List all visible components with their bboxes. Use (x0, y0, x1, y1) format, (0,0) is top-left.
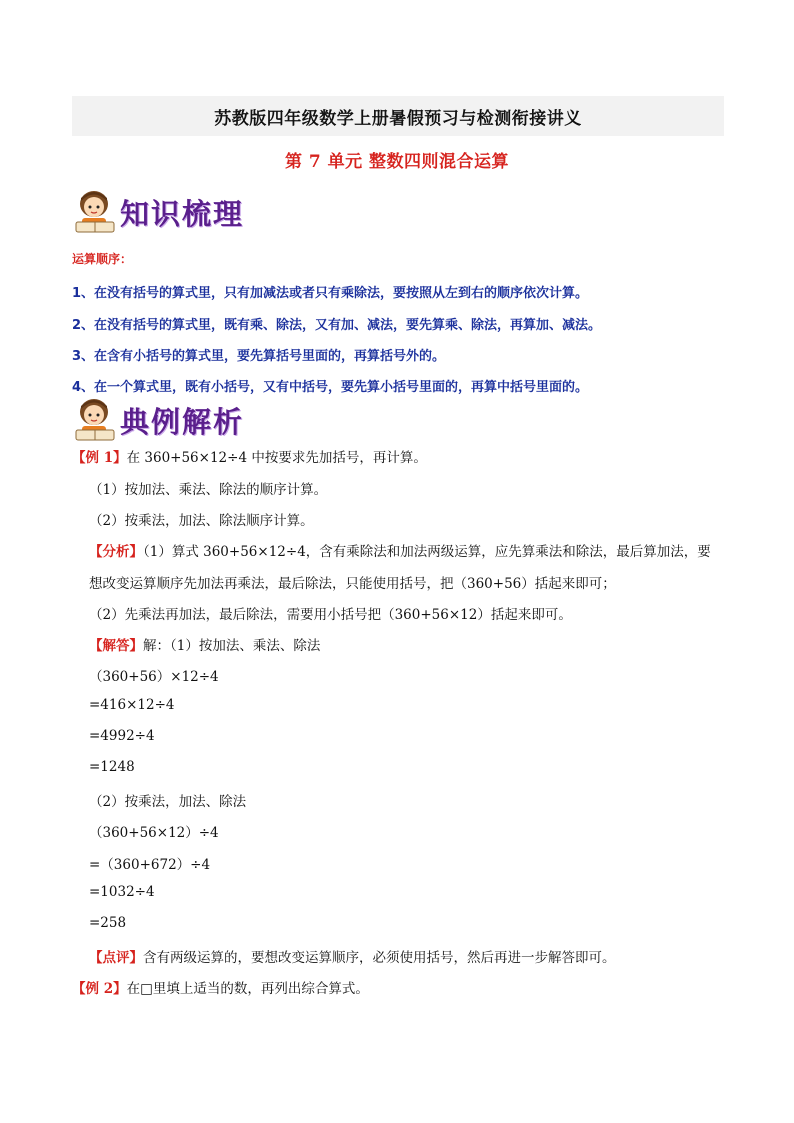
rule-item-2: 2、在没有括号的算式里，既有乘、除法，又有加、减法，要先算乘、除法，再算加、减法。 (72, 318, 602, 333)
analysis-line-1 (89, 540, 711, 560)
doc-title-band (72, 96, 724, 136)
analysis-tag: 【分析】 (89, 544, 143, 560)
section-examples-header (72, 396, 322, 446)
doc-title: 苏教版四年级数学上册暑假预习与检测衔接讲义 (214, 108, 582, 129)
example-1-part-1: （1）按加法、乘法、除法的顺序计算。 (89, 482, 328, 498)
step-1-1: （360+56）×12÷4 (89, 669, 219, 685)
comment-line (89, 946, 616, 966)
answer-intro: 解：（1）按加法、乘法、除法 (143, 638, 321, 654)
section-title-examples: 典例解析 (120, 405, 245, 439)
step-2-3: =1032÷4 (89, 884, 155, 900)
example-1-part-2: （2）按乘法，加法、除法顺序计算。 (89, 513, 314, 529)
rule-item-4: 4、在一个算式里，既有小括号，又有中括号，要先算小括号里面的，再算中括号里面的。 (72, 380, 589, 395)
section-knowledge-header (72, 188, 322, 238)
example-2-tag: 【例 2】 (72, 981, 127, 997)
rule-item-1: 1、在没有括号的算式里，只有加减法或者只有乘除法，要按照从左到右的顺序依次计算。 (72, 286, 589, 301)
step-2-1: （360+56×12）÷4 (89, 825, 219, 841)
section-title-knowledge: 知识梳理 (120, 197, 245, 231)
analysis-line-2: 想改变运算顺序先加法再乘法，最后除法，只能使用括号，把（360+56）括起来即可； (89, 576, 616, 592)
comment-tag: 【点评】 (89, 950, 143, 966)
step-2-4: =258 (89, 915, 127, 931)
analysis-text-1a: （1）算式 360+56×12÷4，含有乘除法和加法两级运算，应先算乘法和除法，最后算加法，要 (143, 544, 711, 560)
example-1-question (72, 446, 427, 466)
order-label: 运算顺序： (72, 252, 133, 266)
answer-part-2: （2）按乘法，加法、除法 (89, 794, 247, 810)
cartoon-kid-reading-icon (72, 396, 118, 444)
cartoon-kid-reading-icon (72, 188, 118, 236)
example-2-question (72, 977, 369, 997)
step-1-2: =416×12÷4 (89, 697, 175, 713)
answer-tag: 【解答】 (89, 638, 143, 654)
unit-title: 第 7 单元 整数四则混合运算 (284, 152, 510, 172)
step-1-4: =1248 (89, 759, 135, 775)
example-1-tag: 【例 1】 (72, 450, 127, 466)
example-2-text: 在□里填上适当的数，再列出综合算式。 (126, 981, 369, 997)
comment-text: 含有两级运算的，要想改变运算顺序，必须使用括号，然后再进一步解答即可。 (143, 950, 616, 966)
rule-item-3: 3、在含有小括号的算式里，要先算括号里面的，再算括号外的。 (72, 349, 446, 364)
example-1-text: 在 360+56×12÷4 中按要求先加括号，再计算。 (126, 450, 427, 466)
analysis-line-3: （2）先乘法再加法，最后除法，需要用小括号把（360+56×12）括起来即可。 (89, 607, 572, 623)
step-2-2: =（360+672）÷4 (89, 857, 211, 873)
answer-line (89, 634, 320, 654)
step-1-3: =4992÷4 (89, 728, 155, 744)
